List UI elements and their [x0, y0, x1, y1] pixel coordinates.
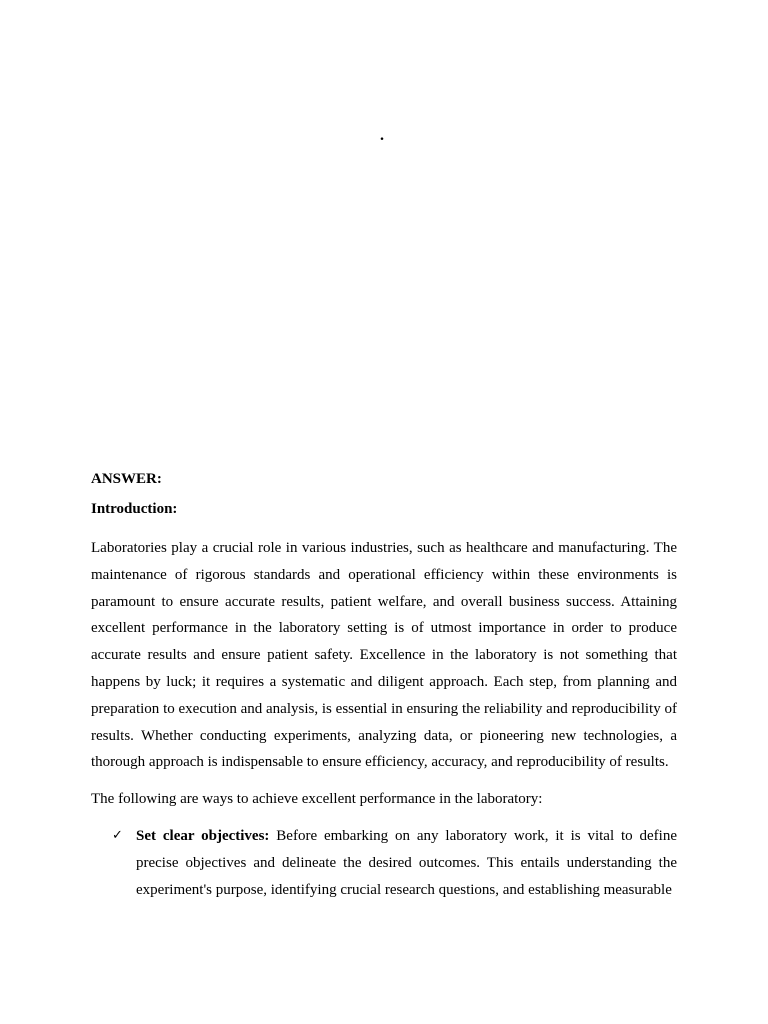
checkmark-icon: ✓	[112, 827, 123, 843]
introduction-paragraph: Laboratories play a crucial role in various industries, such as healthcare and manufacturing. The maintenance of rigorous standards and operational efficiency within these environments is paramount to ensure accurate results, patient welfare, and overall business success. Attaining excellent performance in the laboratory setting is of utmost importance in order to produce accurate results and ensure patient safety. Excellence in the laboratory is not something that happens by luck; it requires a systematic and diligent approach. Each step, from planning and preparation to execution and analysis, is essential in ensuring the reliability and reproducibility of results. Whether conducting experiments, analyzing data, or pioneering new technologies, a thorough approach is indispensable to ensure efficiency, accuracy, and reproducibility of results.	[91, 540, 677, 771]
document-body	[91, 469, 677, 903]
list-item	[91, 823, 677, 903]
bullet-list	[91, 823, 677, 903]
bullet-text: Before embarking on any laboratory work, it is vital to define precise objectives and delineate the desired outcomes. This entails understanding the experiment's purpose, identifying crucial research questions, and establishing measurable	[136, 827, 677, 898]
answer-heading: ANSWER:	[91, 471, 162, 487]
introduction-heading: Introduction:	[91, 501, 178, 517]
top-mark: .	[380, 127, 384, 144]
lead-sentence: The following are ways to achieve excellent performance in the laboratory:	[91, 791, 543, 808]
bullet-title: Set clear objectives:	[136, 827, 270, 844]
